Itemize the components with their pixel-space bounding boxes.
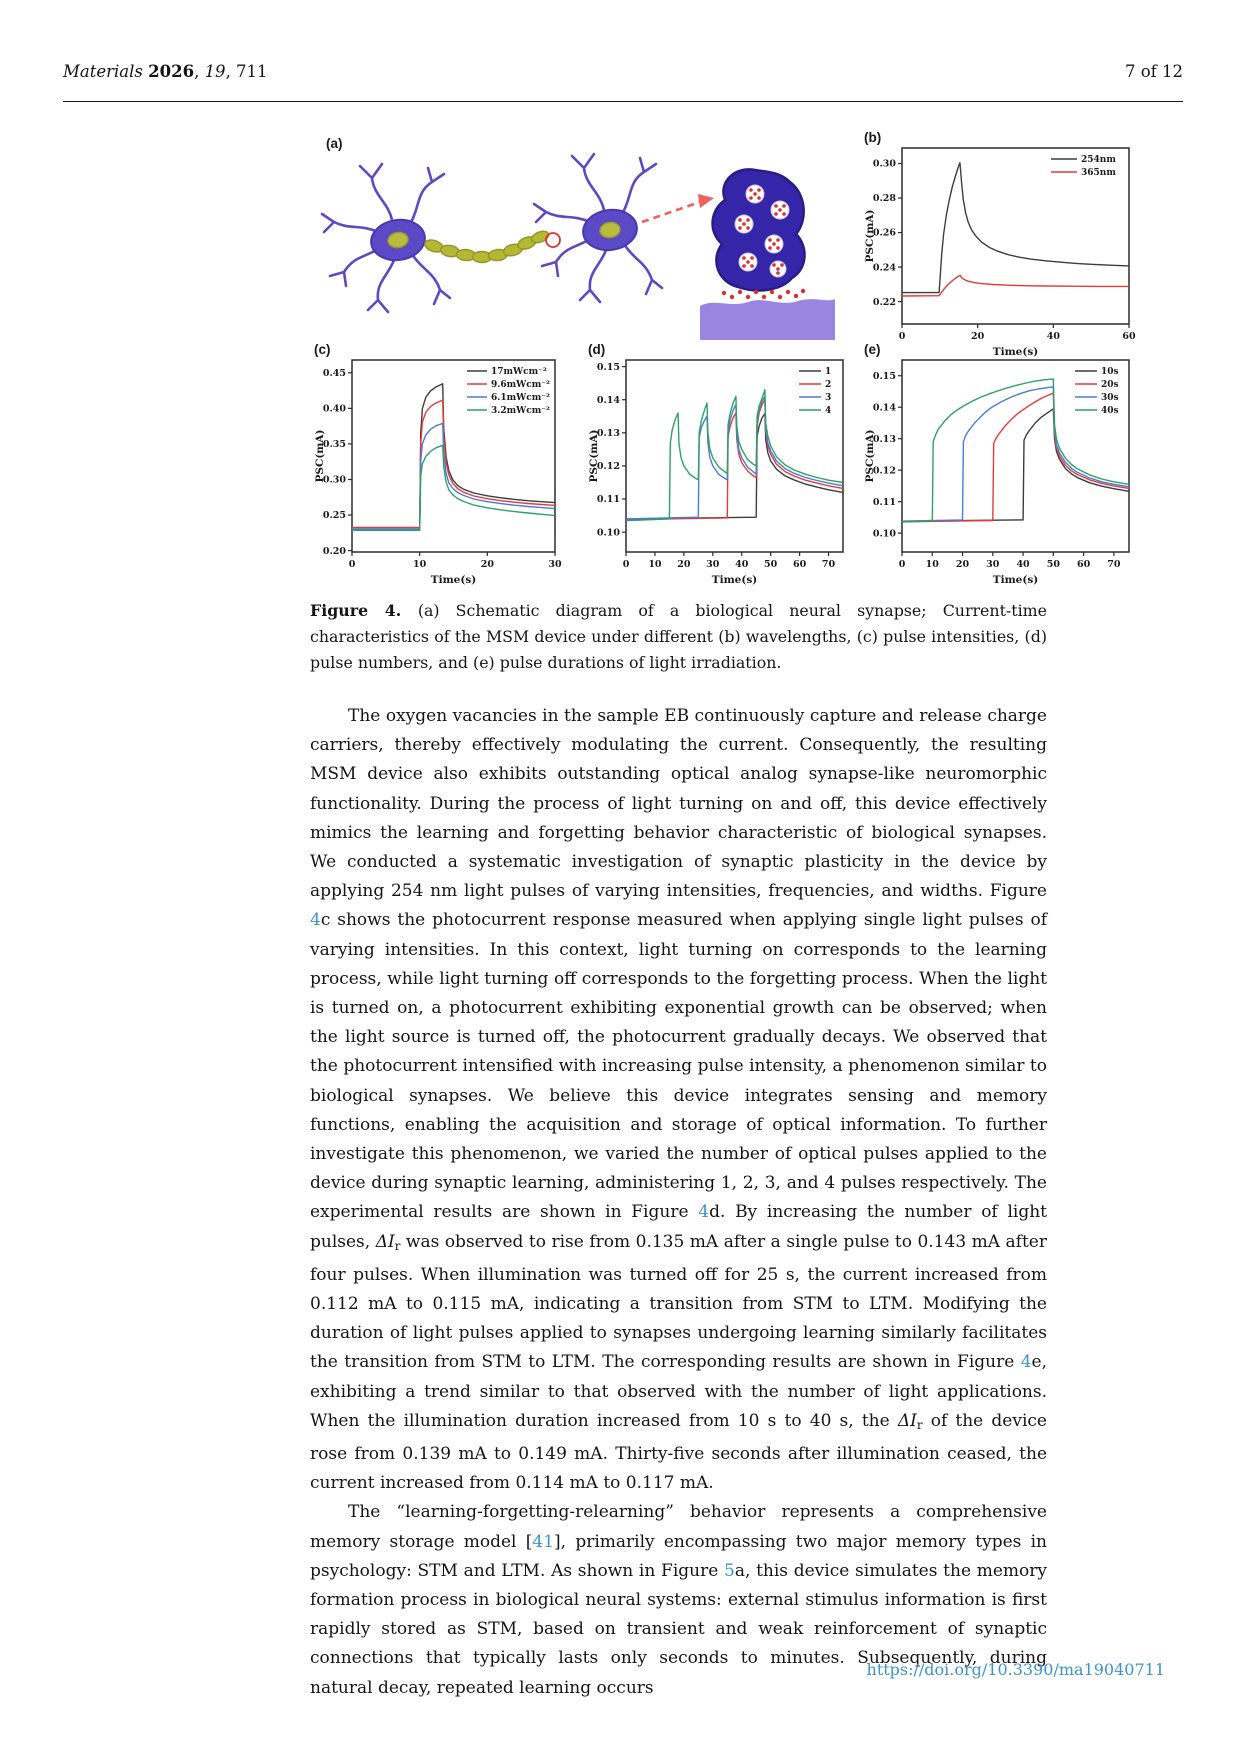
svg-text:PSC(mA): PSC(mA)	[314, 429, 326, 483]
svg-text:Time(s): Time(s)	[711, 574, 758, 586]
figure-4	[310, 128, 1138, 590]
svg-text:70: 70	[821, 559, 836, 570]
svg-text:6.1mWcm⁻²: 6.1mWcm⁻²	[491, 393, 550, 403]
journal-citation: Materials 2026, 19, 711	[63, 62, 268, 81]
svg-text:(e): (e)	[864, 342, 881, 357]
svg-text:0: 0	[898, 331, 906, 342]
svg-text:0.35: 0.35	[322, 439, 346, 451]
svg-text:40s: 40s	[1101, 406, 1119, 416]
svg-text:20: 20	[955, 559, 970, 570]
svg-text:10: 10	[648, 559, 662, 570]
svg-text:0.24: 0.24	[872, 262, 896, 274]
svg-text:50: 50	[1046, 559, 1060, 570]
svg-text:50: 50	[764, 559, 778, 570]
svg-text:0.45: 0.45	[322, 368, 346, 379]
svg-text:Time(s): Time(s)	[992, 574, 1039, 586]
postsynaptic-neuron	[534, 154, 662, 302]
svg-text:3: 3	[825, 393, 832, 403]
page-header	[63, 62, 1183, 81]
inline-reference-link[interactable]: 4	[698, 1202, 710, 1223]
doi-link[interactable]: https://doi.org/10.3390/ma19040711	[866, 1660, 1165, 1679]
page-number: 7 of 12	[1124, 62, 1183, 81]
svg-text:0.14: 0.14	[872, 402, 896, 414]
svg-text:60: 60	[1122, 331, 1136, 342]
postsynaptic-membrane	[700, 299, 835, 340]
svg-text:70: 70	[1107, 559, 1121, 570]
svg-text:0.40: 0.40	[322, 403, 346, 415]
svg-text:30s: 30s	[1101, 393, 1119, 403]
svg-text:254nm: 254nm	[1081, 155, 1116, 165]
chart-panel-c-intensities	[312, 340, 564, 588]
svg-text:3.2mWcm⁻²: 3.2mWcm⁻²	[491, 406, 550, 416]
svg-text:(b): (b)	[864, 130, 882, 145]
presynaptic-neuron	[322, 164, 450, 312]
svg-text:60: 60	[1076, 559, 1091, 570]
svg-text:0.30: 0.30	[872, 158, 896, 170]
svg-text:PSC(mA): PSC(mA)	[864, 429, 876, 483]
header-rule	[63, 101, 1183, 102]
svg-text:0: 0	[898, 559, 906, 570]
svg-text:0.10: 0.10	[872, 528, 896, 540]
svg-text:0.11: 0.11	[596, 494, 620, 506]
svg-text:0.15: 0.15	[596, 361, 620, 373]
svg-text:0: 0	[348, 559, 356, 570]
svg-text:60: 60	[792, 559, 807, 570]
inline-reference-link[interactable]: 4	[1020, 1352, 1032, 1373]
svg-text:(d): (d)	[588, 342, 606, 357]
svg-text:0.12: 0.12	[596, 461, 620, 473]
svg-text:0.20: 0.20	[322, 545, 346, 557]
svg-text:0.14: 0.14	[596, 394, 620, 406]
svg-text:PSC(mA): PSC(mA)	[588, 429, 600, 483]
svg-text:0: 0	[622, 559, 630, 570]
svg-text:1: 1	[825, 367, 832, 377]
svg-text:PSC(mA): PSC(mA)	[864, 209, 876, 263]
inline-reference-link[interactable]: 5	[724, 1560, 735, 1581]
svg-text:20: 20	[480, 559, 494, 570]
paragraph-1: The oxygen vacancies in the sample EB continuously capture and release charge carriers, thereby effectively modulating the current. Consequently, the resulting MSM device also exhibits outstanding optical analog synapse-like neuromorphic functionality. During the process of light turning on and off, this device effectively mimics the learning and forgetting behavior characteristic of biological synapses. We conducted a systematic investigation of synaptic plasticity in the device by applying 254 nm light pulses of varying intensities, frequencies, and widths. Figure 4c shows the photocurrent response measured when applying single light pulses of varying intensities. In this context, light turning on corresponds to the learning process, while light turning off corresponds to the forgetting process. When the light is turned on, a photocurrent exhibiting exponential growth can be observed; when the light source is turned off, the photocurrent gradually decays. We observed that the photocurrent intensified with increasing pulse intensity, a phenomenon similar to biological synapses. We believe this device integrates sensing and memory functions, enabling the acquisition and storage of optical information. To further investigate this phenomenon, we varied the number of optical pulses applied to the device during synaptic learning, administering 1, 2, 3, and 4 pulses respectively. The experimental results are shown in Figure 4d. By increasing the number of light pulses, ΔIr was observed to rise from 0.135 mA after a single pulse to 0.143 mA after four pulses. When illumination was turned off for 25 s, the current increased from 0.112 mA to 0.115 mA, indicating a transition from STM to LTM. Modifying the duration of light pulses applied to synapses undergoing learning similarly facilitates the transition from STM to LTM. The corresponding results are shown in Figure 4e, exhibiting a trend similar to that observed with the number of light applications. When the illumination duration increased from 10 s to 40 s, the ΔIr of the device rose from 0.139 mA to 0.149 mA. Thirty-five seconds after illumination ceased, the current increased from 0.114 mA to 0.117 mA.	[310, 706, 1047, 1494]
synapse-zoom-arrow	[642, 194, 714, 222]
panel-a-label: (a)	[326, 136, 343, 151]
svg-text:4: 4	[825, 406, 832, 416]
svg-text:0.13: 0.13	[596, 428, 620, 440]
svg-text:20: 20	[971, 331, 985, 342]
chart-panel-b-wavelengths	[862, 128, 1138, 360]
svg-text:(c): (c)	[314, 342, 331, 357]
svg-text:10: 10	[925, 559, 939, 570]
svg-text:10s: 10s	[1101, 367, 1119, 377]
svg-text:2: 2	[825, 380, 832, 390]
myelinated-axon	[423, 229, 550, 263]
svg-text:9.6mWcm⁻²: 9.6mWcm⁻²	[491, 380, 550, 390]
svg-text:365nm: 365nm	[1081, 168, 1116, 178]
svg-text:40: 40	[1046, 331, 1060, 342]
svg-text:17mWcm⁻²: 17mWcm⁻²	[491, 367, 547, 377]
svg-text:40: 40	[1016, 559, 1030, 570]
svg-text:0.22: 0.22	[872, 296, 896, 308]
paragraph-2: The “learning-forgetting-relearning” behavior represents a comprehensive memory storage model [41], primarily encompassing two major memory types in psychology: STM and LTM. As shown in Figure 5a, this device simulates the memory formation process in biological neural systems: external stimulus information is first rapidly stored as STM, based on transient and weak reinforcement of synaptic connections that typically lasts only seconds to minutes. Subsequently, during natural decay, repeated learning occurs	[310, 1502, 1047, 1698]
svg-text:0.26: 0.26	[872, 227, 896, 239]
svg-text:20: 20	[677, 559, 691, 570]
svg-text:0.30: 0.30	[322, 474, 346, 486]
svg-text:0.11: 0.11	[872, 496, 896, 508]
synaptic-terminal-illustration	[700, 169, 835, 340]
svg-text:0.12: 0.12	[872, 465, 896, 477]
svg-text:0.15: 0.15	[872, 370, 896, 382]
svg-text:20s: 20s	[1101, 380, 1119, 390]
svg-text:Time(s): Time(s)	[430, 574, 477, 586]
svg-text:30: 30	[986, 559, 1000, 570]
svg-text:0.28: 0.28	[872, 193, 896, 205]
body-text	[310, 702, 1047, 1703]
chart-panel-d-pulse-numbers	[586, 340, 852, 588]
figure-panel-a-schematic	[310, 132, 840, 344]
svg-text:0.25: 0.25	[322, 510, 346, 522]
svg-text:40: 40	[735, 559, 749, 570]
svg-text:30: 30	[706, 559, 720, 570]
svg-text:30: 30	[548, 559, 562, 570]
svg-text:0.10: 0.10	[596, 527, 620, 539]
inline-reference-link[interactable]: 4	[310, 910, 321, 931]
figure-caption: Figure 4. (a) Schematic diagram of a biological neural synapse; Current-time characteristics of the MSM device under different (b) wavelengths, (c) pulse intensities, (d) pulse numbers, and (e) pulse durations of light irradiation.	[310, 601, 1047, 672]
inline-reference-link[interactable]: 41	[532, 1531, 555, 1552]
svg-text:10: 10	[413, 559, 427, 570]
svg-text:Time(s): Time(s)	[992, 346, 1039, 358]
chart-panel-e-pulse-durations	[862, 340, 1138, 588]
svg-text:0.13: 0.13	[872, 433, 896, 445]
synapse-junction-marker	[546, 233, 560, 247]
